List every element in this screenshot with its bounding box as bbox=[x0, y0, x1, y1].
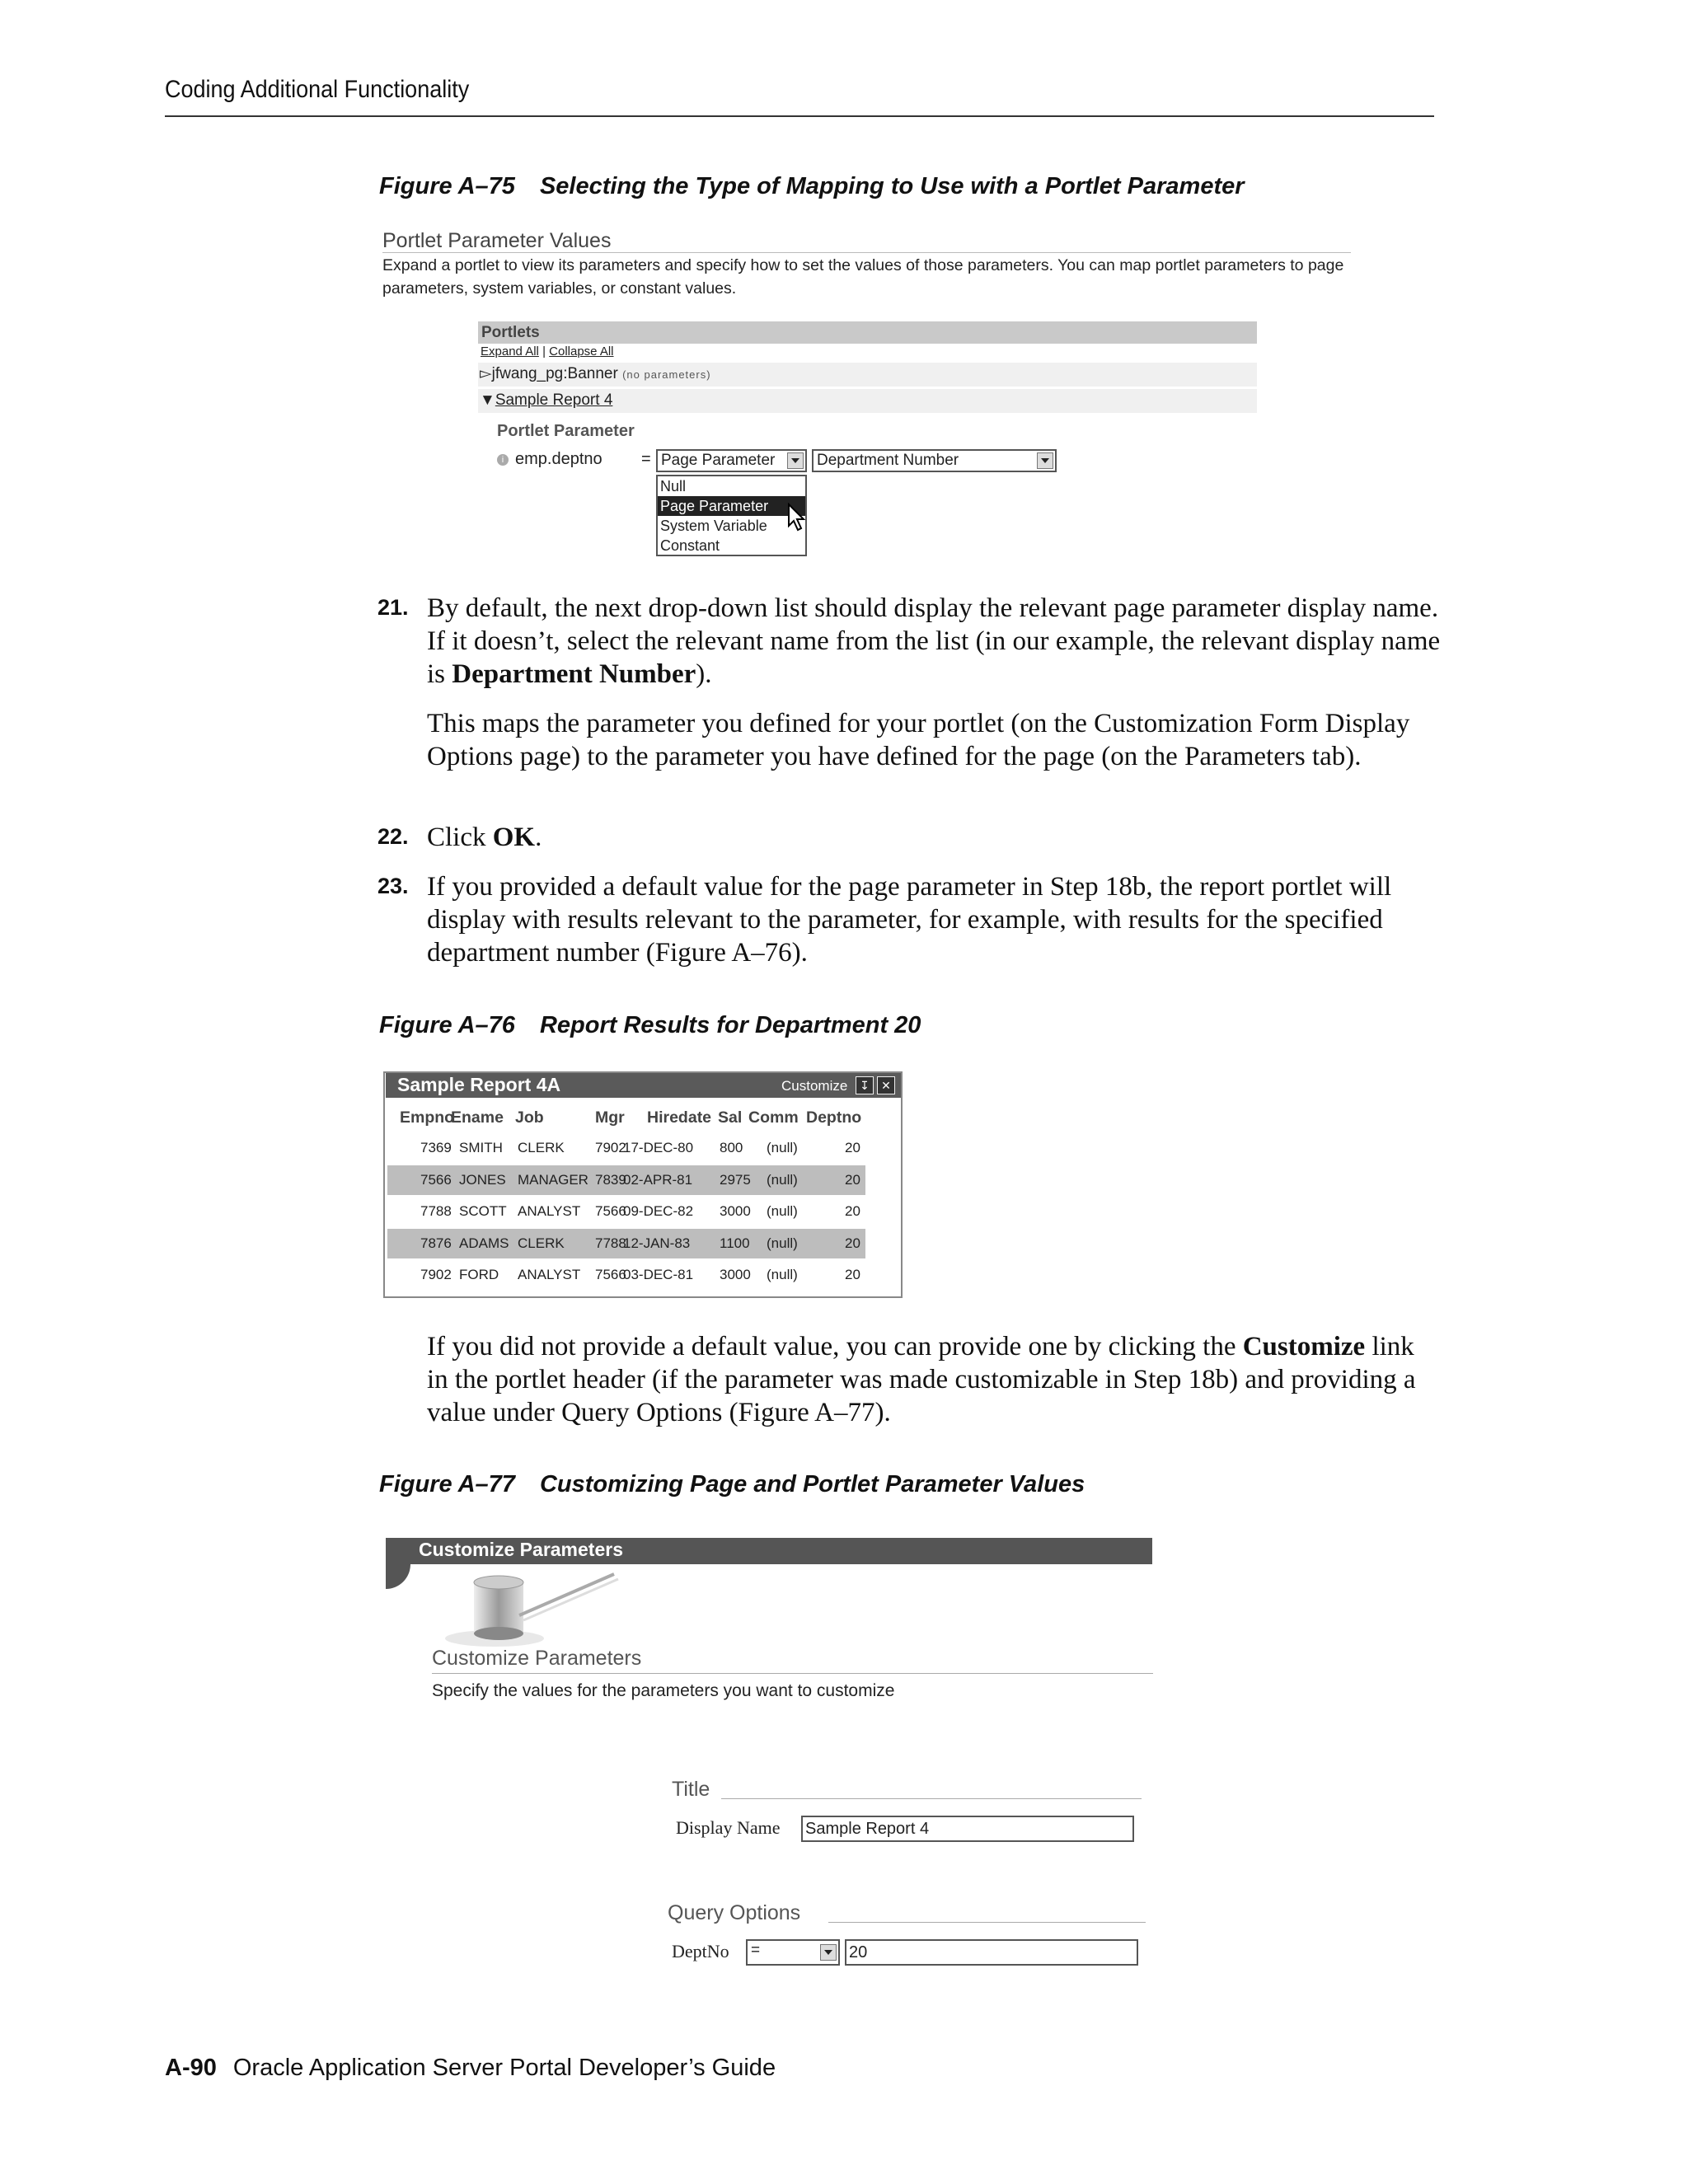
table-cell: FORD bbox=[459, 1267, 499, 1282]
figure-number: Figure A–76 bbox=[379, 1012, 515, 1038]
page-number: A-90 bbox=[165, 2055, 217, 2081]
title-bar-curve bbox=[386, 1564, 410, 1589]
figure-title: Report Results for Department 20 bbox=[539, 1012, 921, 1038]
dropdown-option[interactable]: System Variable bbox=[660, 518, 767, 534]
step-number: 22. bbox=[377, 824, 409, 849]
table-cell: ANALYST bbox=[518, 1203, 581, 1219]
figure-caption-75 bbox=[379, 173, 1245, 200]
chevron-down-icon[interactable] bbox=[787, 452, 804, 469]
figure-number: Figure A–77 bbox=[379, 1471, 515, 1497]
section-rule bbox=[721, 1798, 1142, 1799]
table-cell: CLERK bbox=[518, 1140, 565, 1155]
dropdown-option[interactable]: Page Parameter bbox=[658, 496, 805, 516]
table-cell: 20 bbox=[845, 1235, 860, 1251]
table-cell: 12-JAN-83 bbox=[623, 1235, 691, 1251]
table-cell: 02-APR-81 bbox=[623, 1171, 693, 1188]
customize-description: Specify the values for the parameters you want to customize bbox=[432, 1681, 895, 1700]
text-run: By default, the next drop-down list should display the relevant page parameter display name. If it doesn’t, select the relevant name from the list (in our example, the relevant display name is bbox=[427, 593, 1441, 689]
collapse-portlet-icon[interactable]: ↧ bbox=[856, 1076, 874, 1094]
info-icon: i bbox=[497, 454, 509, 466]
panel-title: Portlet Parameter Values bbox=[382, 229, 612, 252]
table-cell: 7788 bbox=[595, 1235, 626, 1251]
table-cell: 7566 bbox=[595, 1267, 626, 1282]
bold-run: Customize bbox=[1242, 1332, 1366, 1361]
step-number: 23. bbox=[377, 874, 409, 898]
column-header: Deptno bbox=[806, 1108, 862, 1127]
table-cell: CLERK bbox=[518, 1235, 565, 1251]
header-rule bbox=[165, 115, 1434, 117]
column-header: Sal bbox=[718, 1108, 743, 1127]
table-cell: 1100 bbox=[720, 1235, 750, 1251]
close-icon[interactable]: ✕ bbox=[877, 1076, 895, 1094]
customize-link[interactable]: Customize bbox=[781, 1078, 848, 1094]
running-header: Coding Additional Functionality bbox=[165, 76, 470, 103]
figure-caption-77 bbox=[379, 1471, 1085, 1498]
step-22-text bbox=[427, 821, 1441, 854]
table-cell: (null) bbox=[767, 1140, 798, 1155]
text-run: Click bbox=[427, 823, 493, 852]
table-cell: 20 bbox=[845, 1203, 860, 1219]
mouse-cursor-icon bbox=[787, 503, 809, 532]
table-cell: SMITH bbox=[459, 1140, 503, 1155]
chevron-down-icon[interactable] bbox=[820, 1944, 837, 1961]
panel-rule bbox=[382, 252, 1351, 253]
table-cell: 7788 bbox=[420, 1203, 452, 1219]
table-cell: 7566 bbox=[420, 1171, 452, 1188]
column-header: Mgr bbox=[595, 1108, 625, 1127]
display-name-input[interactable]: Sample Report 4 bbox=[801, 1816, 1134, 1842]
dropdown-option[interactable]: Constant bbox=[660, 537, 720, 554]
portlet-name-link[interactable]: Sample Report 4 bbox=[495, 391, 613, 409]
column-header: Comm bbox=[748, 1108, 799, 1127]
step-21-text bbox=[427, 592, 1441, 691]
bold-run: OK bbox=[492, 823, 536, 852]
table-cell: 2975 bbox=[720, 1171, 751, 1188]
book-title: Oracle Application Server Portal Developer’s Guide bbox=[232, 2055, 776, 2081]
no-parameters-note: (no parameters) bbox=[622, 368, 711, 381]
table-cell: (null) bbox=[767, 1267, 798, 1282]
text-run: . bbox=[535, 823, 542, 852]
step-number: 21. bbox=[377, 595, 409, 620]
collapse-triangle-icon[interactable]: ▼ bbox=[480, 391, 495, 409]
column-header: Ename bbox=[451, 1108, 504, 1127]
text-run: ). bbox=[696, 659, 712, 689]
select-value: Page Parameter bbox=[661, 452, 776, 469]
deptno-operator-select[interactable] bbox=[746, 1939, 840, 1966]
panel-description: Expand a portlet to view its parameters and specify how to set the values of those parameters. You can map portlet parameters to page parameters, system variables, or constant values. bbox=[382, 256, 1344, 298]
column-header: Empno bbox=[400, 1108, 455, 1127]
table-cell: ANALYST bbox=[518, 1267, 581, 1282]
deptno-value-input[interactable]: 20 bbox=[845, 1939, 1138, 1966]
table-cell: (null) bbox=[767, 1171, 798, 1188]
text-run: link in the portlet header (if the parameter was made customizable in Step 18b) and providing a value under Query Options (Figure A–77). bbox=[427, 1332, 1416, 1427]
title-section-heading: Title bbox=[672, 1778, 710, 1801]
table-cell: (null) bbox=[767, 1235, 798, 1251]
figure-title: Customizing Page and Portlet Parameter Values bbox=[539, 1471, 1085, 1497]
parameter-name: emp.deptno bbox=[515, 450, 603, 468]
expand-collapse-links bbox=[481, 344, 614, 359]
customize-bar-title: Customize Parameters bbox=[419, 1539, 623, 1560]
figure-number: Figure A–75 bbox=[379, 173, 515, 199]
table-cell: 03-DEC-81 bbox=[623, 1267, 694, 1282]
portlet-row-banner[interactable] bbox=[480, 364, 711, 383]
section-rule bbox=[828, 1922, 1146, 1923]
table-cell: SCOTT bbox=[459, 1203, 507, 1219]
dropdown-option[interactable]: Null bbox=[660, 478, 687, 494]
table-cell: 800 bbox=[720, 1140, 743, 1155]
table-cell: 09-DEC-82 bbox=[623, 1203, 694, 1219]
operator: = bbox=[641, 450, 651, 468]
text-run: If you did not provide a default value, you can provide one by clicking the bbox=[427, 1332, 1243, 1361]
column-header: Hiredate bbox=[647, 1108, 712, 1127]
portlet-title: Sample Report 4A bbox=[397, 1074, 561, 1095]
select-value: Department Number bbox=[817, 452, 959, 469]
portlet-row-report[interactable] bbox=[480, 391, 612, 410]
step-23-text: If you provided a default value for the page parameter in Step 18b, the report portlet will display with results relevant to the parameter, for example, with results for the specified department number (Figure A–76). bbox=[427, 872, 1392, 968]
table-cell: 7902 bbox=[595, 1140, 626, 1155]
table-cell: ADAMS bbox=[459, 1235, 509, 1251]
heading-rule bbox=[432, 1673, 1153, 1674]
figure-caption-76 bbox=[379, 1012, 921, 1039]
table-cell: 3000 bbox=[720, 1267, 751, 1282]
step-21-paragraph-2: This maps the parameter you defined for your portlet (on the Customization Form Display Options page) to the parameter you have defined for the page (on the Parameters tab). bbox=[427, 709, 1410, 771]
expand-triangle-icon[interactable]: ▻ bbox=[480, 365, 492, 382]
display-name-label: Display Name bbox=[676, 1817, 781, 1838]
table-cell: (null) bbox=[767, 1203, 798, 1219]
table-cell: 20 bbox=[845, 1140, 860, 1155]
link-separator: | bbox=[542, 344, 546, 359]
select-value: = bbox=[751, 1942, 761, 1959]
collapse-all-link[interactable]: Collapse All bbox=[549, 344, 614, 359]
portlets-header: Portlets bbox=[478, 321, 1257, 344]
page-footer bbox=[165, 2055, 776, 2082]
table-cell: 20 bbox=[845, 1267, 860, 1282]
database-icon bbox=[437, 1566, 626, 1648]
table-cell: 7876 bbox=[420, 1235, 452, 1251]
bold-run: Department Number bbox=[452, 659, 696, 689]
mapping-type-dropdown[interactable] bbox=[656, 475, 807, 556]
query-options-heading: Query Options bbox=[668, 1901, 801, 1924]
expand-all-link[interactable]: Expand All bbox=[481, 344, 539, 359]
column-header: Job bbox=[515, 1108, 544, 1127]
table-cell: 17-DEC-80 bbox=[623, 1140, 694, 1155]
table-cell: 7566 bbox=[595, 1203, 626, 1219]
page-parameter-select[interactable] bbox=[812, 449, 1057, 472]
table-cell: 20 bbox=[845, 1171, 860, 1188]
customize-paragraph bbox=[427, 1330, 1441, 1429]
table-cell: MANAGER bbox=[518, 1171, 588, 1188]
deptno-label: DeptNo bbox=[672, 1941, 729, 1961]
chevron-down-icon[interactable] bbox=[1037, 452, 1053, 469]
table-cell: 7902 bbox=[420, 1267, 452, 1282]
customize-heading: Customize Parameters bbox=[432, 1647, 642, 1670]
portlet-parameter-header: Portlet Parameter bbox=[497, 422, 635, 440]
table-cell: 7369 bbox=[420, 1140, 452, 1155]
figure-title: Selecting the Type of Mapping to Use with a Portlet Parameter bbox=[539, 173, 1245, 199]
mapping-type-select[interactable] bbox=[656, 449, 807, 472]
table-cell: 7839 bbox=[595, 1171, 626, 1188]
table-cell: JONES bbox=[459, 1171, 506, 1188]
table-cell: 3000 bbox=[720, 1203, 751, 1219]
portlet-name: jfwang_pg:Banner bbox=[491, 365, 618, 382]
